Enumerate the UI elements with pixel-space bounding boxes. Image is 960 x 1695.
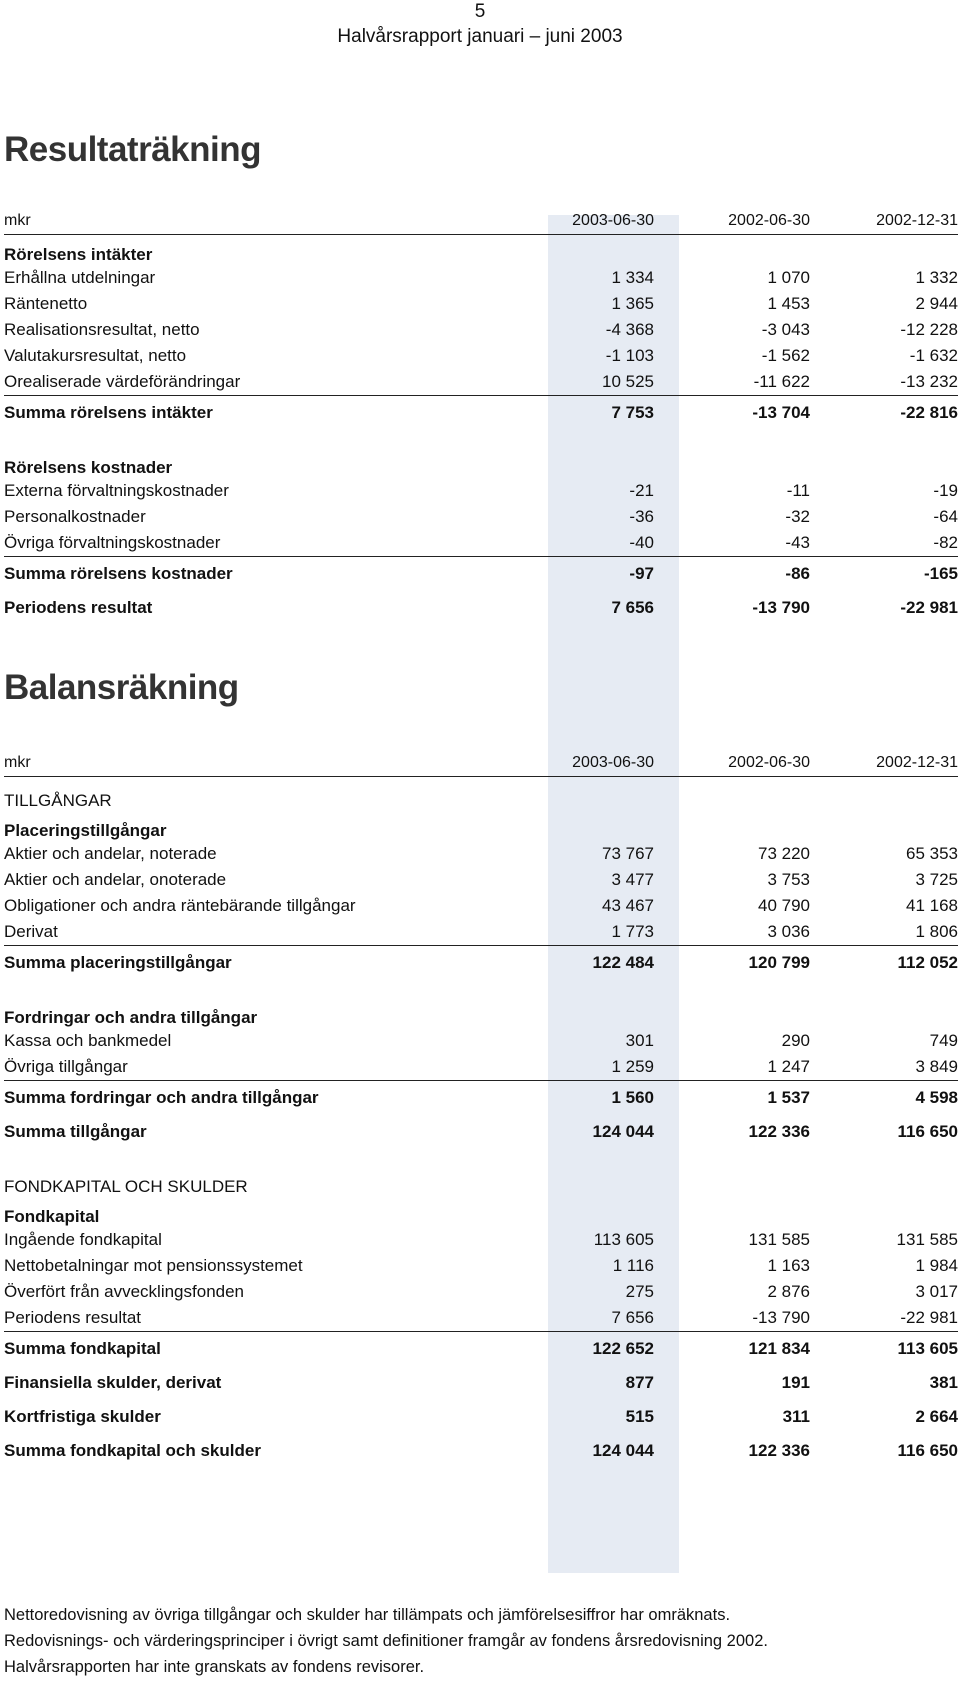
value-cell: 73 767 — [602, 844, 654, 863]
value-cell: -4 368 — [605, 320, 654, 339]
row-label: Erhållna utdelningar — [4, 268, 156, 287]
column-header: 2002-06-30 — [654, 742, 810, 777]
row-label: Aktier och andelar, onoterade — [4, 870, 227, 889]
value-cell: 1 259 — [611, 1057, 654, 1076]
value-cell: 4 598 — [810, 1081, 958, 1116]
table-row — [4, 841, 958, 867]
table-header-row — [4, 200, 958, 235]
row-label: Summa rörelsens intäkter — [4, 396, 534, 431]
value-cell: 2 944 — [915, 294, 958, 313]
column-header: 2003-06-30 — [534, 200, 654, 235]
value-cell: -13 704 — [654, 396, 810, 431]
table-row — [4, 291, 958, 317]
value-cell: 311 — [782, 1407, 810, 1426]
value-cell: 1 116 — [612, 1256, 654, 1275]
value-cell: -36 — [629, 507, 654, 526]
group-heading-row — [4, 1197, 958, 1227]
unit-label: mkr — [4, 200, 534, 235]
value-cell: -11 — [786, 481, 810, 500]
value-cell: 1 070 — [767, 268, 810, 287]
value-cell: 1 806 — [915, 922, 958, 941]
row-label: Finansiella skulder, derivat — [4, 1373, 222, 1392]
group-heading: Rörelsens kostnader — [4, 458, 173, 477]
balance-sheet-title: Balansräkning — [4, 668, 239, 707]
value-cell: 121 834 — [654, 1332, 810, 1367]
value-cell: 122 484 — [534, 946, 654, 981]
value-cell: 1 453 — [767, 294, 810, 313]
column-header: 2003-06-30 — [534, 742, 654, 777]
value-cell: 131 585 — [896, 1230, 958, 1249]
column-header: 2002-06-30 — [654, 200, 810, 235]
table-row — [4, 867, 958, 893]
value-cell: 191 — [781, 1373, 810, 1392]
value-cell: 10 525 — [602, 372, 654, 391]
group-heading-row — [4, 811, 958, 841]
row-label: Kortfristiga skulder — [4, 1407, 161, 1426]
row-label: Övriga tillgångar — [4, 1057, 128, 1076]
table-row — [4, 317, 958, 343]
table-row — [4, 893, 958, 919]
value-cell: 7 656 — [611, 1308, 654, 1327]
total-row — [4, 557, 958, 592]
total-row — [4, 1115, 958, 1149]
value-cell: 7 656 — [611, 598, 654, 617]
value-cell: 1 163 — [767, 1256, 810, 1275]
footnote: Redovisnings- och värderingsprinciper i övrigt samt definitioner framgår av fondens årsredovisning 2002. — [4, 1632, 768, 1650]
group-heading: Rörelsens intäkter — [4, 245, 153, 264]
row-label: Räntenetto — [4, 294, 88, 313]
value-cell: -1 103 — [605, 346, 654, 365]
value-cell: -1 562 — [761, 346, 810, 365]
value-cell: -1 632 — [909, 346, 958, 365]
value-cell: 1 537 — [654, 1081, 810, 1116]
value-cell: -22 981 — [900, 1308, 958, 1327]
value-cell: 73 220 — [758, 844, 810, 863]
table-row — [4, 478, 958, 504]
table-row — [4, 1227, 958, 1253]
value-cell: -13 790 — [752, 598, 810, 617]
group-heading: Fordringar och andra tillgångar — [4, 1008, 258, 1027]
table-row — [4, 1305, 958, 1332]
row-label: Personalkostnader — [4, 507, 146, 526]
balance-sheet-table — [4, 742, 958, 1468]
value-cell: 749 — [929, 1031, 958, 1050]
total-row — [4, 1366, 958, 1400]
value-cell: 116 650 — [897, 1441, 958, 1460]
table-header-row — [4, 742, 958, 777]
footnote: Halvårsrapporten har inte granskats av fondens revisorer. — [4, 1658, 425, 1676]
value-cell: -19 — [933, 481, 958, 500]
value-cell: 43 467 — [602, 896, 654, 915]
row-label: Periodens resultat — [4, 598, 153, 617]
value-cell: 122 652 — [534, 1332, 654, 1367]
group-heading-row — [4, 235, 958, 266]
row-label: Externa förvaltningskostnader — [4, 481, 229, 500]
value-cell: 877 — [625, 1373, 654, 1392]
value-cell: -165 — [810, 557, 958, 592]
row-label: Kassa och bankmedel — [4, 1031, 172, 1050]
value-cell: 113 605 — [810, 1332, 958, 1367]
value-cell: 3 849 — [915, 1057, 958, 1076]
value-cell: 1 560 — [534, 1081, 654, 1116]
row-label: Överfört från avvecklingsfonden — [4, 1282, 245, 1301]
value-cell: 122 336 — [748, 1441, 810, 1460]
value-cell: -22 816 — [810, 396, 958, 431]
caption-row — [4, 1149, 958, 1197]
row-label: Ingående fondkapital — [4, 1230, 162, 1249]
row-label: Summa tillgångar — [4, 1122, 147, 1141]
value-cell: 1 332 — [915, 268, 958, 287]
row-label: Valutakursresultat, netto — [4, 346, 187, 365]
row-label: Derivat — [4, 922, 58, 941]
group-heading-row — [4, 998, 958, 1028]
value-cell: 131 585 — [748, 1230, 810, 1249]
row-label: Nettobetalningar mot pensionssystemet — [4, 1256, 303, 1275]
total-row — [4, 1332, 958, 1367]
value-cell: 290 — [781, 1031, 810, 1050]
row-label: Orealiserade värdeförändringar — [4, 372, 241, 391]
row-label: Aktier och andelar, noterade — [4, 844, 217, 863]
value-cell: 381 — [929, 1373, 958, 1392]
income-statement-table — [4, 200, 958, 625]
value-cell: 1 247 — [767, 1057, 810, 1076]
value-cell: -97 — [534, 557, 654, 592]
value-cell: -13 232 — [900, 372, 958, 391]
row-label: Obligationer och andra räntebärande tillgångar — [4, 896, 356, 915]
row-label: Summa fordringar och andra tillgångar — [4, 1081, 534, 1116]
value-cell: 3 017 — [915, 1282, 958, 1301]
value-cell: 515 — [625, 1407, 654, 1426]
value-cell: -21 — [629, 481, 654, 500]
value-cell: 40 790 — [758, 896, 810, 915]
value-cell: 112 052 — [810, 946, 958, 981]
total-row — [4, 946, 958, 981]
row-label: Summa fondkapital — [4, 1332, 534, 1367]
group-heading: Fondkapital — [4, 1207, 100, 1226]
row-label: Summa rörelsens kostnader — [4, 557, 534, 592]
total-row — [4, 591, 958, 625]
value-cell: -13 790 — [752, 1308, 810, 1327]
value-cell: -43 — [785, 533, 810, 552]
value-cell: -40 — [629, 533, 654, 552]
table-row — [4, 530, 958, 557]
table-row — [4, 369, 958, 396]
value-cell: -32 — [785, 507, 810, 526]
value-cell: 65 353 — [906, 844, 958, 863]
column-header: 2002-12-31 — [810, 742, 958, 777]
value-cell: 301 — [625, 1031, 654, 1050]
report-title: Halvårsrapport januari – juni 2003 — [337, 26, 623, 47]
table-row — [4, 1279, 958, 1305]
table-row — [4, 504, 958, 530]
value-cell: -12 228 — [900, 320, 958, 339]
value-cell: -3 043 — [761, 320, 810, 339]
value-cell: 3 753 — [767, 870, 810, 889]
value-cell: 3 477 — [611, 870, 654, 889]
income-statement-title: Resultaträkning — [4, 130, 261, 169]
row-label: Summa fondkapital och skulder — [4, 1441, 261, 1460]
value-cell: 116 650 — [897, 1122, 958, 1141]
value-cell: 3 725 — [915, 870, 958, 889]
group-heading: Placeringstillgångar — [4, 821, 167, 840]
value-cell: 1 984 — [915, 1256, 958, 1275]
value-cell: 124 044 — [592, 1441, 654, 1460]
row-label: Periodens resultat — [4, 1308, 142, 1327]
total-row — [4, 396, 958, 431]
table-row — [4, 919, 958, 946]
value-cell: -86 — [654, 557, 810, 592]
total-row — [4, 1081, 958, 1116]
assets-caption: TILLGÅNGAR — [4, 791, 112, 810]
row-label: Summa placeringstillgångar — [4, 946, 534, 981]
value-cell: 2 664 — [915, 1407, 958, 1426]
total-row — [4, 1434, 958, 1468]
footnotes — [4, 1602, 954, 1680]
value-cell: -64 — [933, 507, 958, 526]
value-cell: 275 — [625, 1282, 654, 1301]
unit-label: mkr — [4, 742, 534, 777]
value-cell: 1 365 — [611, 294, 654, 313]
value-cell: 1 773 — [611, 922, 654, 941]
value-cell: 7 753 — [534, 396, 654, 431]
table-row — [4, 1253, 958, 1279]
value-cell: 41 168 — [906, 896, 958, 915]
column-header: 2002-12-31 — [810, 200, 958, 235]
value-cell: 1 334 — [611, 268, 654, 287]
page-number: 5 — [474, 1, 486, 22]
group-heading-row — [4, 448, 958, 478]
value-cell: -22 981 — [900, 598, 958, 617]
value-cell: -11 622 — [753, 372, 810, 391]
value-cell: -82 — [933, 533, 958, 552]
footnote: Nettoredovisning av övriga tillgångar och skulder har tillämpats och jämförelsesiffror har omräknats. — [4, 1606, 731, 1624]
total-row — [4, 1400, 958, 1434]
table-row — [4, 1054, 958, 1081]
table-row — [4, 343, 958, 369]
value-cell: 122 336 — [748, 1122, 810, 1141]
value-cell: 124 044 — [592, 1122, 654, 1141]
caption-row — [4, 777, 958, 812]
value-cell: 2 876 — [767, 1282, 810, 1301]
table-row — [4, 1028, 958, 1054]
value-cell: 120 799 — [654, 946, 810, 981]
value-cell: 3 036 — [767, 922, 810, 941]
table-row — [4, 265, 958, 291]
row-label: Realisationsresultat, netto — [4, 320, 200, 339]
row-label: Övriga förvaltningskostnader — [4, 533, 221, 552]
value-cell: 113 605 — [593, 1230, 654, 1249]
equity-caption: FONDKAPITAL OCH SKULDER — [4, 1177, 248, 1196]
